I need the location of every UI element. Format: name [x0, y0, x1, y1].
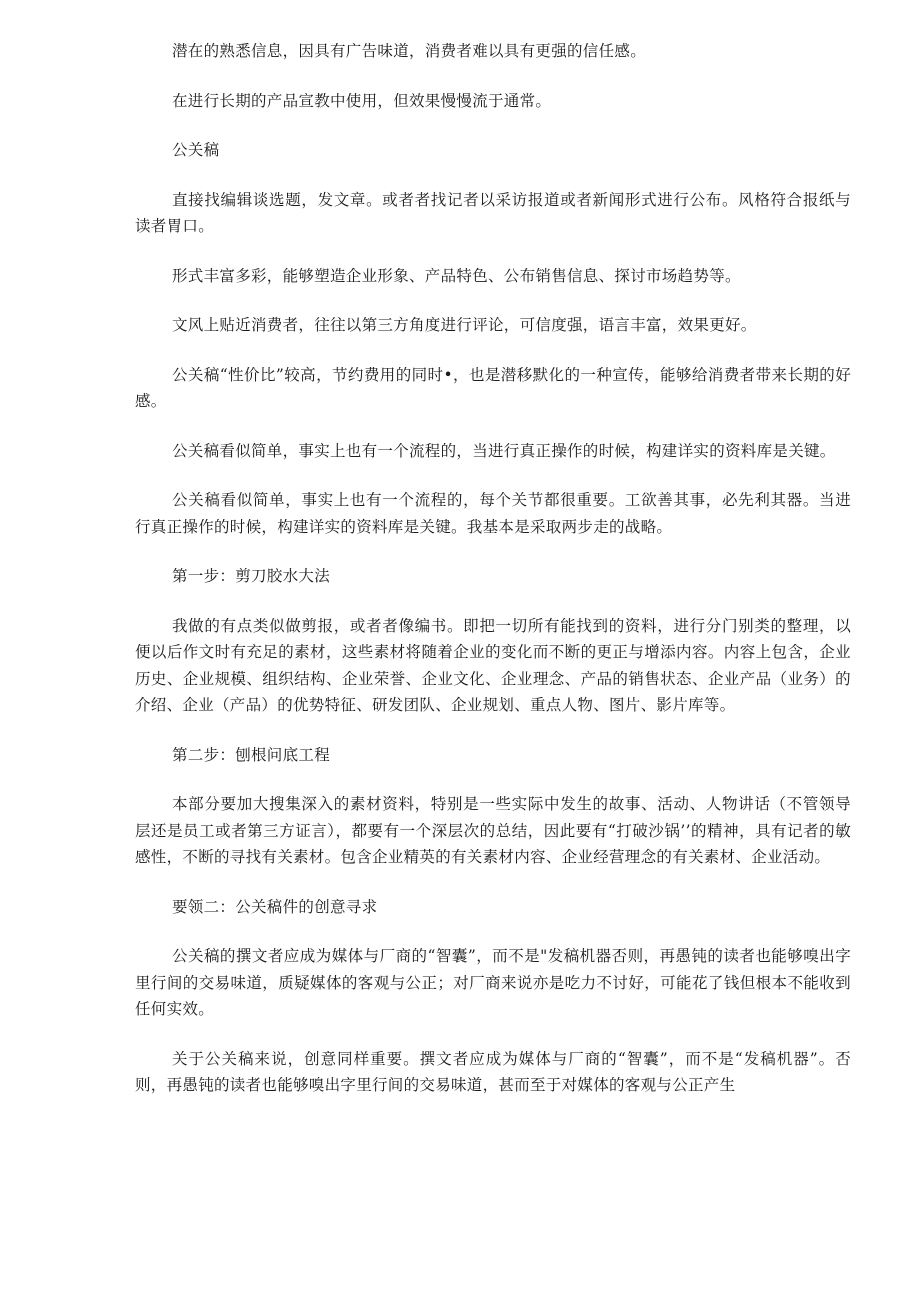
paragraph: 本部分要加大搜集深入的素材资料，特别是一些实际中发生的故事、活动、人物讲话（不管领导层还是员工或者第三方证言），都要有一个深层次的总结，因此要有“打破沙锅’’的精神，具有记者的敏感性，不断的寻找有关素材。包含企业精英的有关素材内容、企业经营理念的有关素材、企业活动。: [135, 795, 851, 866]
step-heading: 第二步：刨根问底工程: [172, 745, 331, 764]
paragraph: 关于公关稿来说，创意同样重要。撰文者应成为媒体与厂商的“智囊”，而不是“发稿机器”。否则，再愚钝的读者也能够嗅出字里行间的交易味道，甚而至于对媒体的客观与公正产生: [135, 1049, 851, 1094]
paragraph: 潜在的熟悉信息，因具有广告味道，消费者难以具有更强的信任感。: [172, 42, 647, 60]
paragraph: 公关稿看似简单，事实上也有一个流程的，每个关节都很重要。工欲善其事，必先利其器。当进行真正操作的时候，构建详实的资料库是关键。我基本是采取两步走的战略。: [135, 491, 851, 536]
paragraph: 公关稿“性价比”较高，节约费用的同时•，也是潜移默化的一种宣传，能够给消费者带来长期的好感。: [135, 365, 851, 410]
paragraph: 公关稿看似简单，事实上也有一个流程的，当进行真正操作的时候，构建详实的资料库是关键。: [172, 441, 836, 460]
paragraph: 在进行长期的产品宣教中使用，但效果慢慢流于通常。: [172, 91, 552, 110]
paragraph: 形式丰富多彩，能够塑造企业形象、产品特色、公布销售信息、探讨市场趋势等。: [172, 266, 741, 285]
section-heading: 公关稿: [172, 141, 220, 159]
step-heading: 第一步：剪刀胶水大法: [172, 567, 331, 585]
paragraph: 直接找编辑谈选题，发文章。或者者找记者以采访报道或者新闻形式进行公布。风格符合报纸与读者胃口。: [135, 190, 851, 235]
section-heading: 要领二：公关稿件的创意寻求: [172, 897, 378, 916]
paragraph: 我做的有点类似做剪报，或者者像编书。即把一切所有能找到的资料，进行分门别类的整理，以便以后作文时有充足的素材，这些素材将随着企业的变化而不断的更正与增添内容。内容上包含，企业历史、企业规模、组织结构、企业荣誉、企业文化、企业理念、产品的销售状态、企业产品（业务）的介绍、企业（产品）的优势特征、研发团队、企业规划、重点人物、图片、影片库等。: [135, 616, 851, 714]
paragraph: 公关稿的撰文者应成为媒体与厂商的“智囊”，而不是"发稿机器否则，再愚钝的读者也能够嗅出字里行间的交易味道，质疑媒体的客观与公正；对厂商来说亦是吃力不讨好，可能花了钱但根本不能收到任何实效。: [135, 947, 851, 1018]
paragraph: 文风上贴近消费者，往往以第三方角度进行评论，可信度强，语言丰富，效果更好。: [172, 316, 757, 334]
document-page: [135, 38, 851, 1122]
